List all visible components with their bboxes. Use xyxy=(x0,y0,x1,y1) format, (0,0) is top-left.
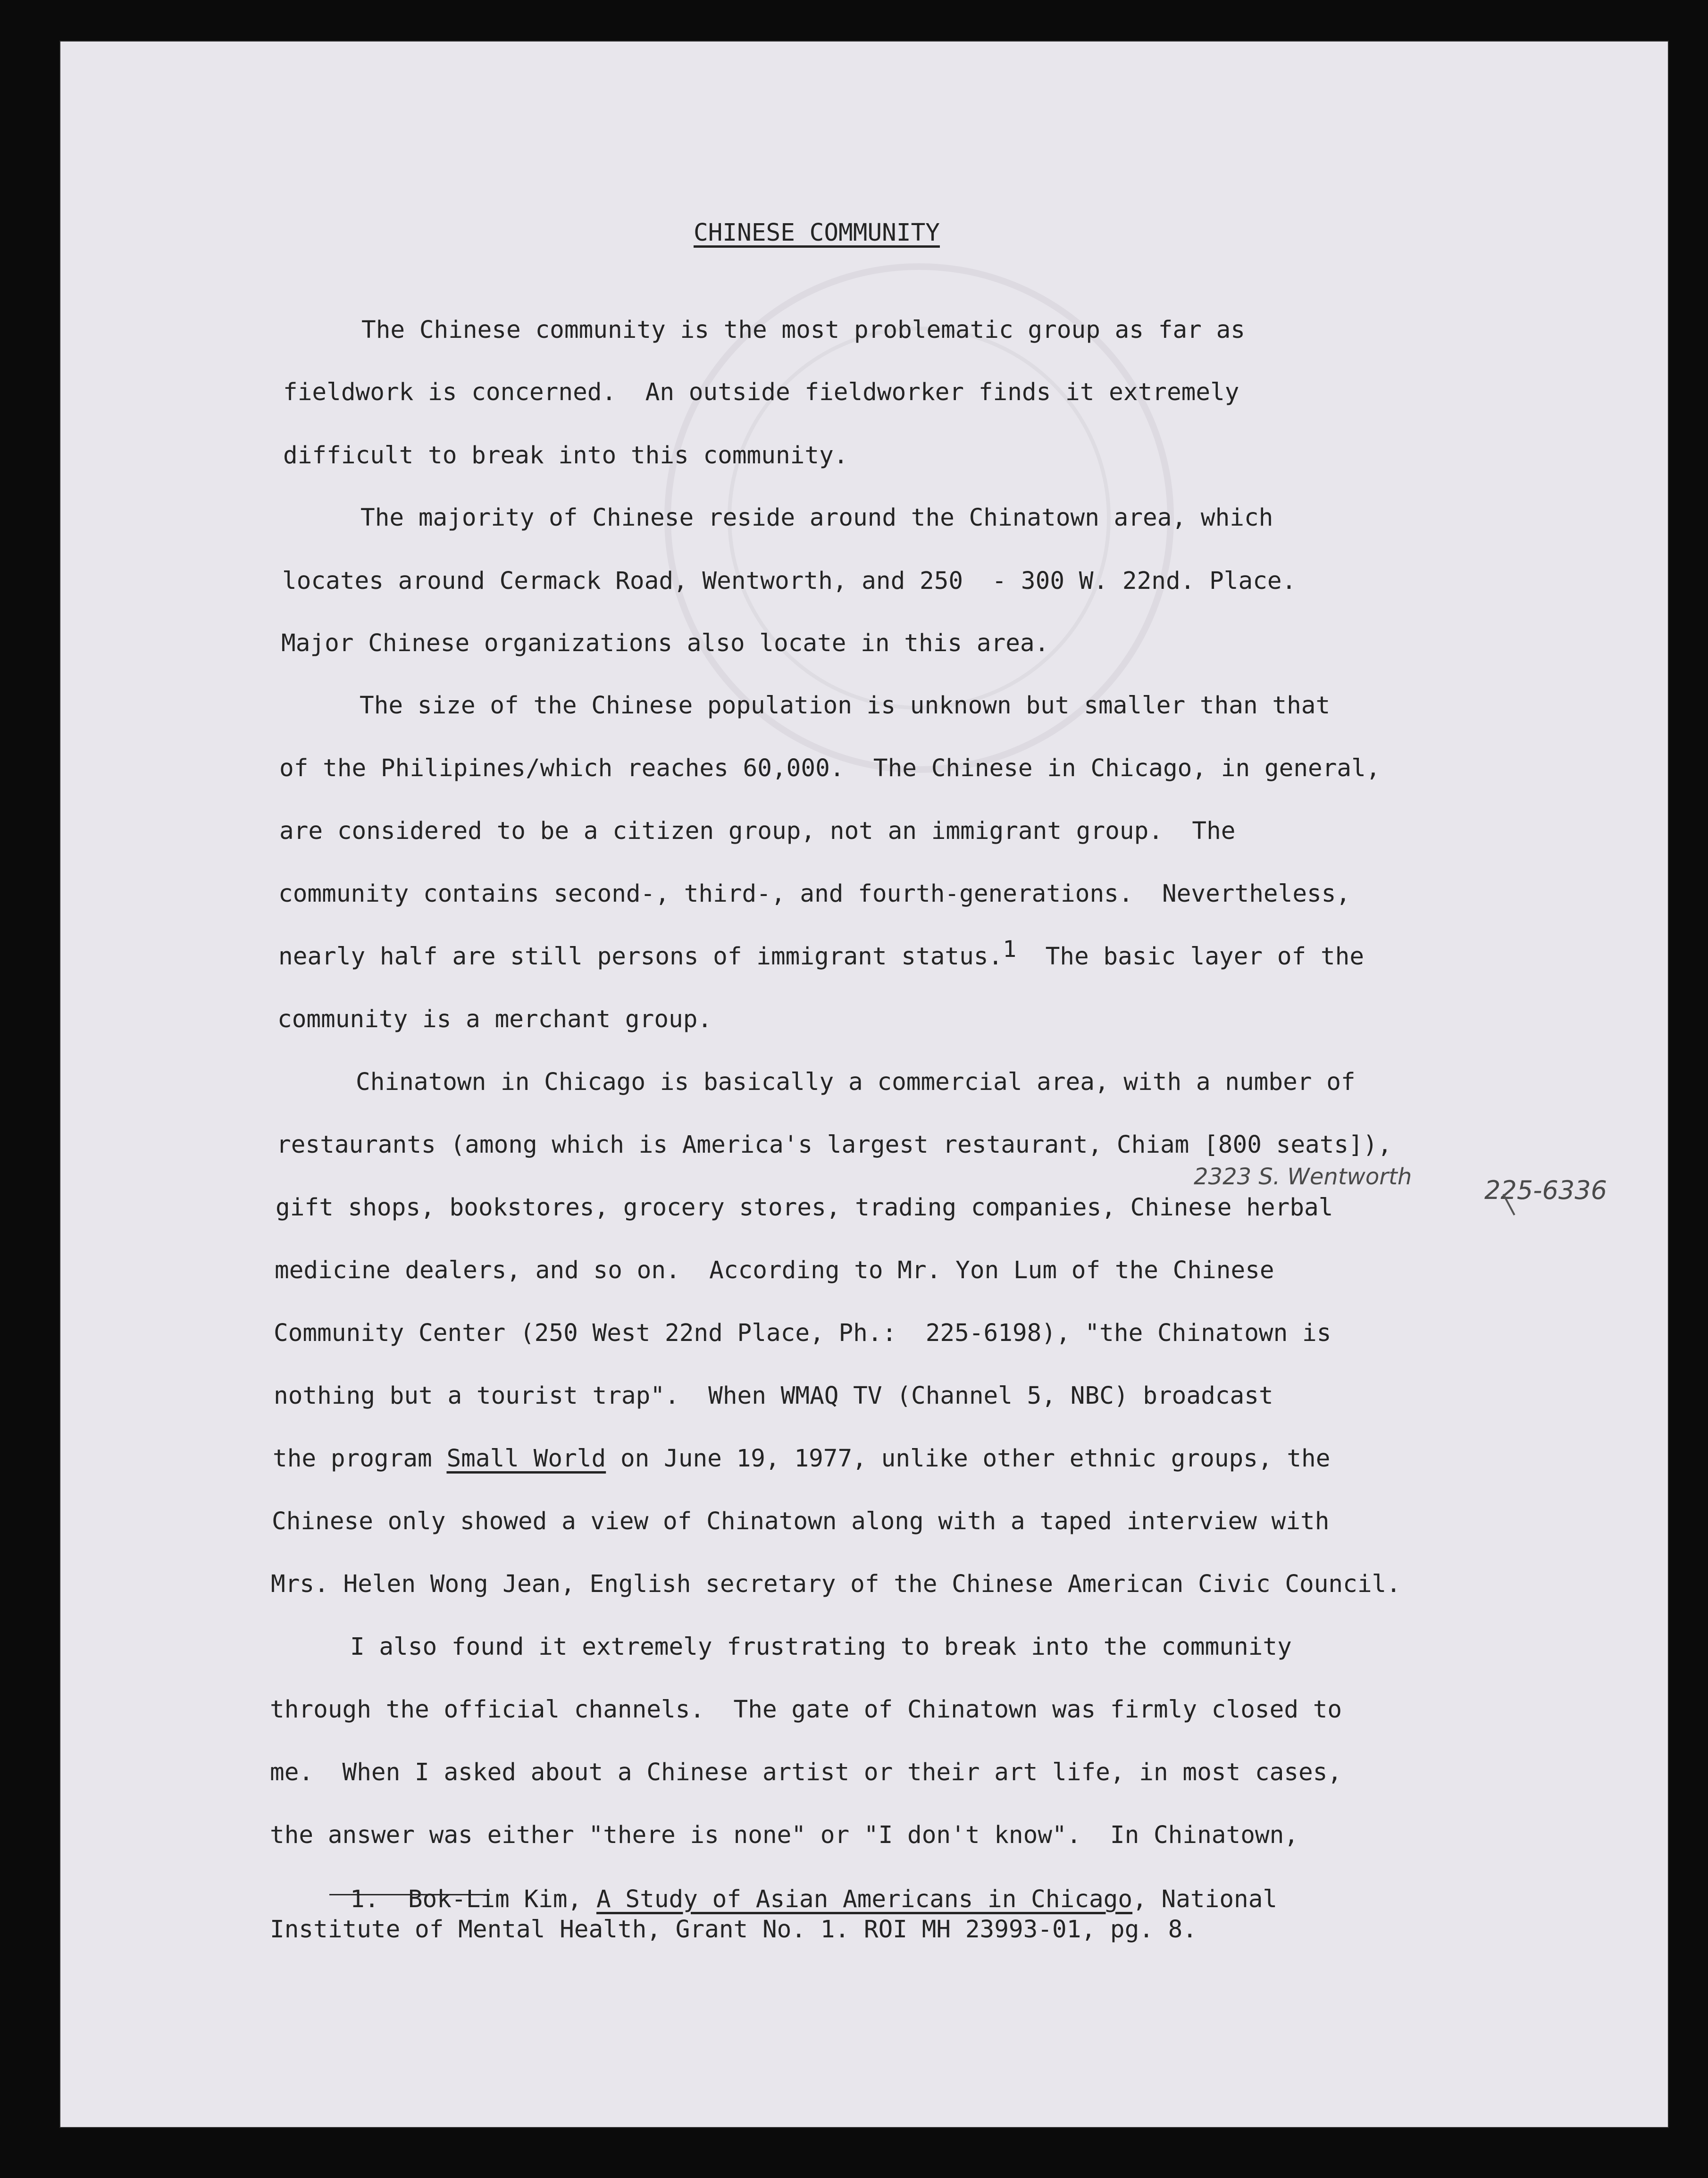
text-line: restaurants (among which is America's largest restaurant, Chiam [800 seats]), xyxy=(276,1131,1392,1159)
text-line: difficult to break into this community. xyxy=(283,442,848,469)
text-line-end: on June 19, 1977, unlike other ethnic groups, the xyxy=(606,1445,1331,1473)
text-line: gift shops, bookstores, grocery stores, trading companies, Chinese herbal xyxy=(276,1194,1333,1222)
footnote-line xyxy=(350,1887,1277,1911)
text-line: community contains second-, third-, and fourth-generations. Nevertheless, xyxy=(278,880,1351,908)
text-line: fieldwork is concerned. An outside fieldworker finds it extremely xyxy=(283,378,1239,406)
text-line: medicine dealers, and so on. According to Mr. Yon Lum of the Chinese xyxy=(275,1257,1274,1284)
footnote-source-title: A Study of Asian Americans in Chicago xyxy=(596,1885,1133,1913)
handwritten-address: 2323 S. Wentworth xyxy=(1194,1164,1412,1190)
handwritten-phone: 225-6336 xyxy=(1484,1175,1607,1205)
text-line: Mrs. Helen Wong Jean, English secretary of the Chinese American Civic Council. xyxy=(271,1570,1401,1598)
text-line: Major Chinese organizations also locate in this area. xyxy=(281,629,1049,657)
text-line: Chinatown in Chicago is basically a commercial area, with a number of xyxy=(356,1068,1356,1096)
footnote-line: Institute of Mental Health, Grant No. 1. ROI MH 23993-01, pg. 8. xyxy=(270,1916,1197,1943)
text-line: are considered to be a citizen group, not an immigrant group. The xyxy=(279,817,1236,845)
text-line-start: nearly half are still persons of immigrant status. xyxy=(278,943,1003,971)
text-line: nothing but a tourist trap". When WMAQ TV (Channel 5, NBC) broadcast xyxy=(274,1382,1273,1410)
footnote-lead: Bok-Lim Kim, xyxy=(408,1885,597,1913)
text-line: Community Center (250 West 22nd Place, Ph.: 225-6198), "the Chinatown is xyxy=(274,1319,1331,1347)
text-line: me. When I asked about a Chinese artist or their art life, in most cases, xyxy=(270,1759,1342,1786)
page-title: CHINESE COMMUNITY xyxy=(694,219,940,247)
text-line xyxy=(273,1447,1330,1471)
text-line: The Chinese community is the most problematic group as far as xyxy=(361,316,1245,344)
text-line: the answer was either "there is none" or "I don't know". In Chinatown, xyxy=(270,1821,1299,1849)
footnote-mark: 1 xyxy=(1003,936,1017,963)
text-line: The size of the Chinese population is unknown but smaller than that xyxy=(360,692,1331,720)
text-line: community is a merchant group. xyxy=(277,1005,712,1033)
footnote-rest: , National xyxy=(1132,1885,1278,1913)
program-title: Small World xyxy=(446,1445,606,1473)
document-page xyxy=(60,42,1668,2127)
text-line-end: The basic layer of the xyxy=(1045,943,1365,971)
text-line xyxy=(278,936,1365,971)
text-line: of the Philipines/which reaches 60,000. The Chinese in Chicago, in general, xyxy=(279,754,1381,782)
text-line: Chinese only showed a view of Chinatown along with a taped interview with xyxy=(272,1508,1330,1535)
text-line: The majority of Chinese reside around the Chinatown area, which xyxy=(360,504,1273,532)
text-line: through the official channels. The gate of Chinatown was firmly closed to xyxy=(270,1696,1342,1724)
text-line-start: the program xyxy=(273,1445,447,1473)
text-gap xyxy=(379,1885,408,1913)
text-line: I also found it extremely frustrating to break into the community xyxy=(350,1633,1292,1661)
text-gap xyxy=(1016,943,1045,971)
footnote-number: 1. xyxy=(350,1885,379,1913)
text-line: locates around Cermack Road, Wentworth, and 250 - 300 W. 22nd. Place. xyxy=(282,567,1297,595)
